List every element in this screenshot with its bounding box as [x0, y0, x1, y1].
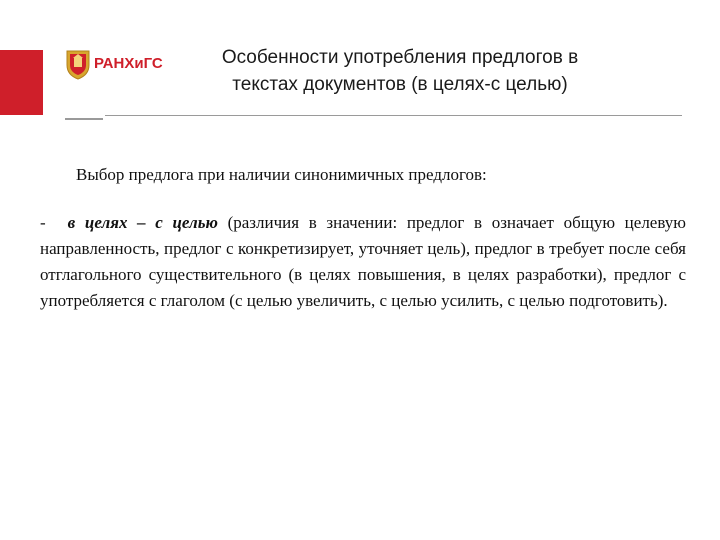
title-line-2: текстах документов (в целях-с целью) [232, 74, 568, 95]
body-text: (различия в значении: предлог в означает общую целевую направленность, предлог с конкретизирует, уточняет цель), предлог в требует после себя отглагольного существительного (в целях повышения, в целях разработки), предлог с употребляется с глаголом (с целью увеличить, с целью усилить, с целью подготовить). [40, 213, 686, 310]
title-line-1: Особенности употребления предлогов в [221, 47, 579, 68]
header-divider [105, 115, 682, 116]
bullet-dash: - [40, 213, 46, 232]
header-divider-accent [65, 118, 103, 120]
svg-text:РАНХиГС: РАНХиГС [94, 55, 163, 72]
intro-text: Выбор предлога при наличии синонимичных предлогов: [76, 165, 487, 184]
emphasis-phrase: в целях – с целью [67, 213, 218, 232]
accent-block [0, 50, 43, 115]
page-title [180, 44, 620, 98]
ranepa-logo [64, 47, 184, 81]
emblem-icon [67, 51, 89, 79]
body-paragraph [40, 210, 686, 314]
